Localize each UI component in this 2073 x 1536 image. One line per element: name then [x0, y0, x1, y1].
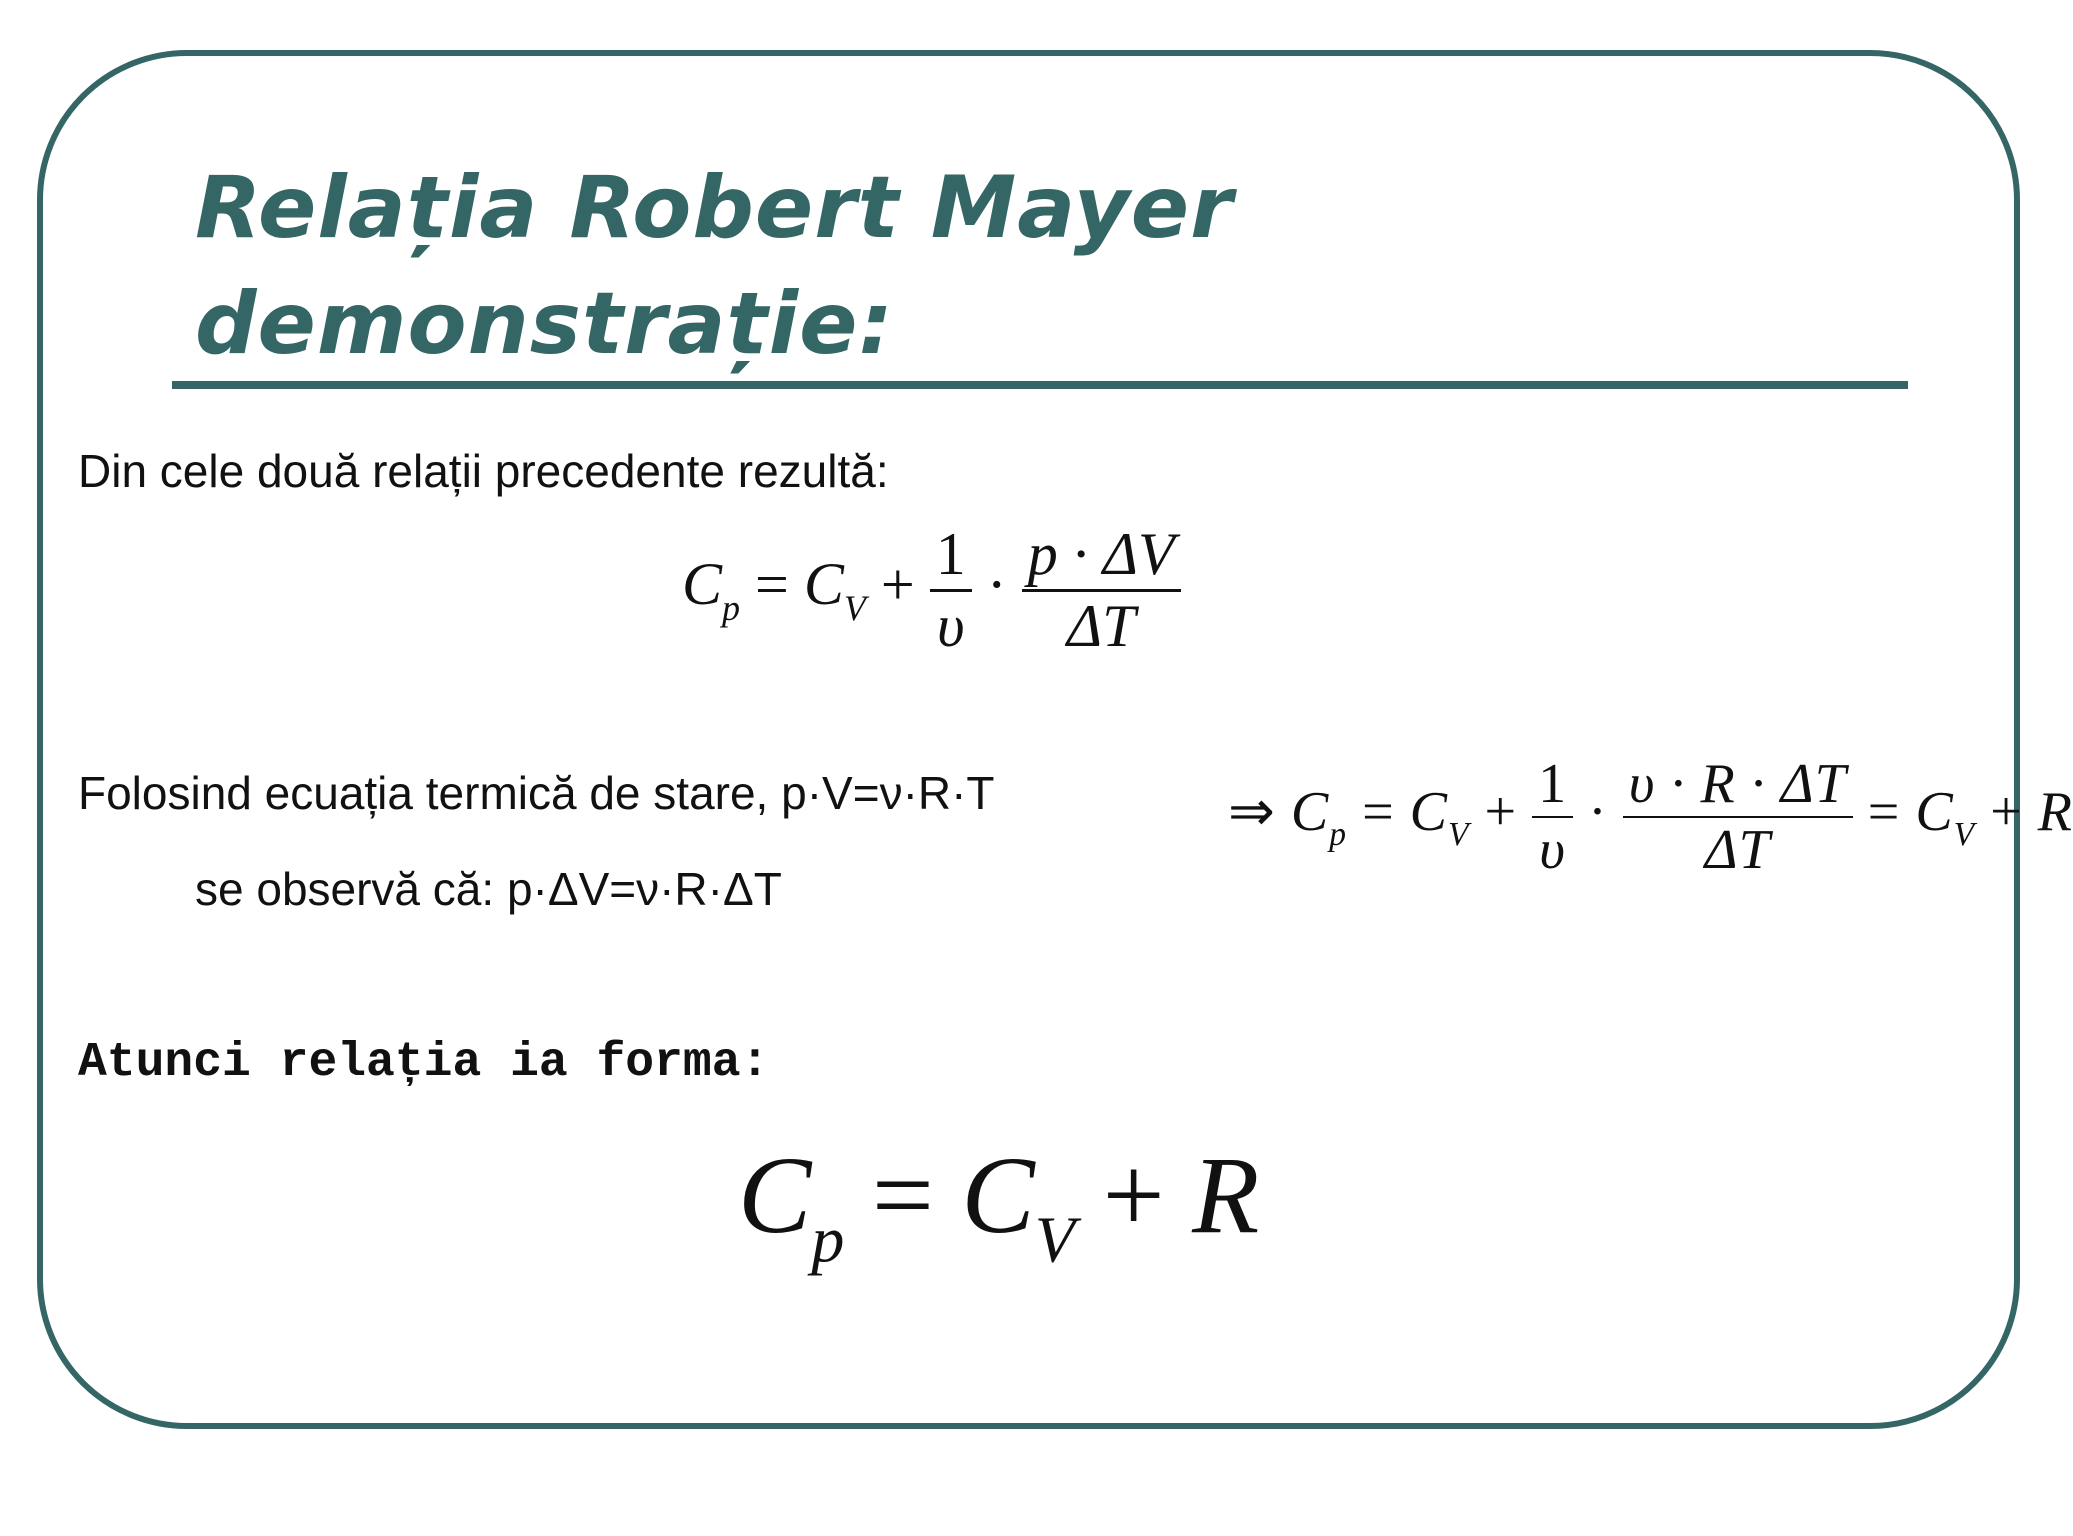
dot-operator: ·: [986, 551, 1007, 618]
implies-symbol: ⇒: [1228, 780, 1276, 843]
title-underline: [172, 381, 1908, 389]
conclusion-text: Atunci relația ia forma:: [78, 1036, 770, 1090]
slide-title: [195, 150, 1233, 382]
equals-sign: =: [755, 551, 789, 618]
cp-symbol: $C_p$: [738, 1134, 845, 1277]
plus-sign: +: [880, 551, 915, 618]
r-symbol: R: [2037, 780, 2073, 843]
fraction-one-over-nu: $\frac{1}{\upsilon}$: [1532, 752, 1573, 882]
fraction-nurdt-over-dt: $\frac{\upsilon \cdot R \cdot \Delta T}{\Delta T}$: [1623, 752, 1853, 882]
cv-symbol-2: $C_V$: [1915, 780, 1976, 853]
equals-sign-2: =: [1867, 780, 1901, 843]
formula-derivation: [1228, 752, 2073, 882]
cp-symbol: $C_p$: [1290, 780, 1348, 853]
equals-sign: =: [1362, 780, 1395, 843]
title-line-2: demonstrație:: [195, 274, 894, 374]
title-line-1: Relația Robert Mayer: [195, 158, 1234, 258]
cv-symbol: $C_V$: [1409, 780, 1470, 853]
formula-cp-expanded: [682, 520, 1181, 661]
plus-sign-2: +: [1990, 780, 2023, 843]
cp-symbol: $C_p$: [682, 551, 741, 629]
state-equation-text: Folosind ecuația termică de stare, p·V=ν·R·T: [78, 767, 995, 819]
intro-text: Din cele două relații precedente rezultă:: [78, 445, 889, 497]
plus-sign: +: [1102, 1134, 1165, 1256]
dot-operator: ·: [1588, 780, 1608, 843]
cv-symbol: $C_V$: [961, 1134, 1076, 1277]
fraction-one-over-nu: $\frac{1}{\upsilon}$: [930, 520, 972, 661]
r-symbol: R: [1192, 1134, 1260, 1256]
fraction-pdv-over-dt: $\frac{p \cdot \Delta V}{\Delta T}$: [1022, 520, 1181, 661]
formula-mayer-relation: [738, 1132, 1259, 1279]
observation-text: se observă că: p·ΔV=ν·R·ΔT: [195, 863, 782, 915]
cv-symbol: $C_V$: [803, 551, 866, 629]
equals-sign: =: [871, 1134, 934, 1256]
plus-sign: +: [1484, 780, 1518, 843]
